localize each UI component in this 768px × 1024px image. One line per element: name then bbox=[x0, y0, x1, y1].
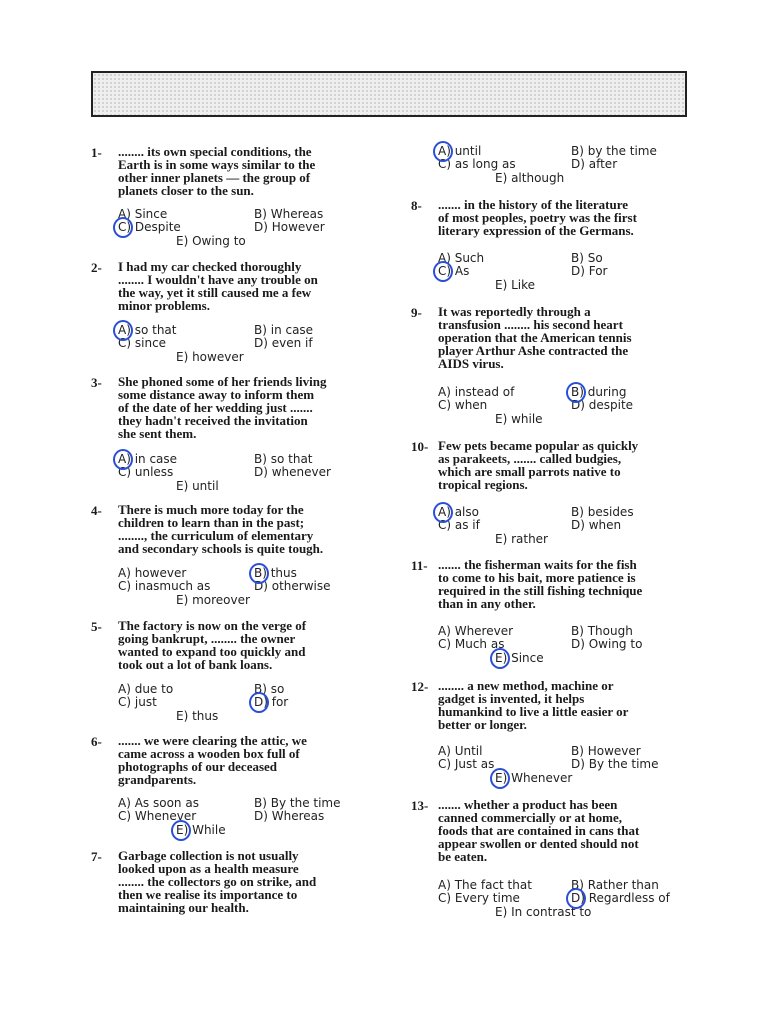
answer-mark-circle bbox=[490, 768, 510, 789]
answer-mark-circle bbox=[433, 261, 453, 282]
option-e: E) Like bbox=[495, 278, 536, 292]
question-stem: ....... the fisherman waits for the fish to come to his bait, more patience is required in the still fishing technique than in any other. bbox=[438, 557, 643, 611]
option-b: B) thus bbox=[254, 566, 297, 580]
option-e: E) In contrast to bbox=[495, 905, 592, 919]
title-box bbox=[91, 71, 687, 117]
option-e: E) until bbox=[176, 479, 219, 493]
option-a: A) Until bbox=[438, 744, 483, 758]
option-a: A) Since bbox=[118, 207, 168, 221]
option-b: B) so bbox=[254, 682, 285, 696]
option-c: C) inasmuch as bbox=[118, 579, 211, 593]
answer-mark-circle bbox=[249, 692, 269, 713]
question-number: 13- bbox=[411, 798, 429, 813]
question-number: 4- bbox=[91, 503, 102, 518]
question-number: 11- bbox=[411, 558, 428, 573]
option-e: E) rather bbox=[495, 532, 548, 546]
option-c: C) as long as bbox=[438, 157, 516, 171]
question-number: 7- bbox=[91, 849, 102, 864]
option-e: E) while bbox=[495, 412, 543, 426]
question-stem: I had my car checked thoroughly ........ I wouldn't have any trouble on the way, yet it still caused me a few minor problems. bbox=[118, 259, 318, 313]
option-c: C) As bbox=[438, 264, 470, 278]
question-stem: ....... we were clearing the attic, we came across a wooden box full of photographs of our deceased grandparents. bbox=[118, 733, 307, 787]
option-a: A) As soon as bbox=[118, 796, 199, 810]
option-b: B) So bbox=[571, 251, 603, 265]
option-d: D) Whereas bbox=[254, 809, 325, 823]
option-b: B) during bbox=[571, 385, 627, 399]
question-number: 9- bbox=[411, 305, 422, 320]
option-d: D) However bbox=[254, 220, 325, 234]
question-number: 8- bbox=[411, 198, 422, 213]
option-d: D) whenever bbox=[254, 465, 331, 479]
answer-mark-circle bbox=[113, 449, 133, 470]
option-a: A) due to bbox=[118, 682, 174, 696]
answer-mark-circle bbox=[113, 217, 133, 238]
option-a: A) Such bbox=[438, 251, 485, 265]
option-c: C) Whenever bbox=[118, 809, 197, 823]
option-b: B) Whereas bbox=[254, 207, 324, 221]
option-b: B) By the time bbox=[254, 796, 341, 810]
option-d: D) By the time bbox=[571, 757, 659, 771]
question-number: 2- bbox=[91, 260, 102, 275]
answer-mark-circle bbox=[249, 563, 269, 584]
question-stem: It was reportedly through a transfusion ........ his second heart operation that the American tennis player Arthur Ashe contracted the AIDS virus. bbox=[438, 304, 632, 371]
option-b: B) by the time bbox=[571, 144, 657, 158]
option-e: E) Whenever bbox=[495, 771, 573, 785]
question-number: 10- bbox=[411, 439, 429, 454]
option-d: D) despite bbox=[571, 398, 634, 412]
option-e: E) Owing to bbox=[176, 234, 246, 248]
option-a: A) Wherever bbox=[438, 624, 514, 638]
option-b: B) in case bbox=[254, 323, 314, 337]
option-e: E) thus bbox=[176, 709, 219, 723]
question-stem: She phoned some of her friends living some distance away to inform them of the date of her wedding just ....... they hadn't received the invitation she sent them. bbox=[118, 374, 327, 441]
answer-mark-circle bbox=[433, 141, 453, 162]
option-d: D) for bbox=[254, 695, 289, 709]
question-stem: The factory is now on the verge of going bankrupt, ........ the owner wanted to expand too quickly and took out a lot of bank loans. bbox=[118, 618, 307, 672]
answer-mark-circle bbox=[171, 820, 191, 841]
question-number: 6- bbox=[91, 734, 102, 749]
question-number: 1- bbox=[91, 145, 102, 160]
option-d: D) Owing to bbox=[571, 637, 643, 651]
option-c: C) Just as bbox=[438, 757, 495, 771]
option-c: C) just bbox=[118, 695, 157, 709]
option-d: D) otherwise bbox=[254, 579, 331, 593]
option-a: A) however bbox=[118, 566, 187, 580]
option-a: A) instead of bbox=[438, 385, 515, 399]
question-number: 3- bbox=[91, 375, 102, 390]
question-stem: Garbage collection is not usually looked upon as a health measure ........ the collectors go on strike, and then we realise its importance to maintaining our health. bbox=[118, 848, 317, 915]
option-e: E) however bbox=[176, 350, 244, 364]
question-stem: ....... in the history of the literature of most peoples, poetry was the first literary expression of the Germans. bbox=[438, 197, 637, 238]
option-d: D) For bbox=[571, 264, 608, 278]
answer-mark-circle bbox=[433, 502, 453, 523]
option-b: B) besides bbox=[571, 505, 634, 519]
question-stem: Few pets became popular as quickly as parakeets, ....... called budgies, which are small parrots native to tropical regions. bbox=[438, 438, 639, 492]
option-a: A) The fact that bbox=[438, 878, 532, 892]
option-a: A) in case bbox=[118, 452, 178, 466]
option-d: D) after bbox=[571, 157, 618, 171]
option-c: C) Much as bbox=[438, 637, 505, 651]
option-b: B) Though bbox=[571, 624, 633, 638]
answer-mark-circle bbox=[566, 382, 586, 403]
option-c: C) Every time bbox=[438, 891, 520, 905]
option-d: D) when bbox=[571, 518, 622, 532]
option-e: E) Since bbox=[495, 651, 544, 665]
answer-mark-circle bbox=[113, 320, 133, 341]
answer-mark-circle bbox=[490, 648, 510, 669]
option-e: E) While bbox=[176, 823, 226, 837]
answer-mark-circle bbox=[566, 888, 586, 909]
option-c: C) since bbox=[118, 336, 167, 350]
option-c: C) as if bbox=[438, 518, 480, 532]
option-b: B) Rather than bbox=[571, 878, 659, 892]
option-d: D) Regardless of bbox=[571, 891, 670, 905]
option-a: A) also bbox=[438, 505, 479, 519]
question-number: 5- bbox=[91, 619, 102, 634]
question-stem: ........ a new method, machine or gadget is invented, it helps humankind to live a little easier or better or longer. bbox=[438, 678, 629, 732]
option-e: E) moreover bbox=[176, 593, 250, 607]
question-stem: ........ its own special conditions, the Earth is in some ways similar to the other inner planets — the group of planets closer to the sun. bbox=[118, 144, 316, 198]
option-c: C) Despite bbox=[118, 220, 181, 234]
option-a: A) so that bbox=[118, 323, 177, 337]
option-c: C) unless bbox=[118, 465, 174, 479]
question-stem: ....... whether a product has been canned commercially or at home, foods that are contained in cans that appear swollen or dented should not be eaten. bbox=[438, 797, 640, 864]
option-e: E) although bbox=[495, 171, 565, 185]
option-c: C) when bbox=[438, 398, 488, 412]
question-number: 12- bbox=[411, 679, 429, 694]
option-b: B) so that bbox=[254, 452, 313, 466]
option-b: B) However bbox=[571, 744, 641, 758]
option-d: D) even if bbox=[254, 336, 313, 350]
option-a: A) until bbox=[438, 144, 482, 158]
question-stem: There is much more today for the children to learn than in the past; ........, the curriculum of elementary and secondary schools is quite tough. bbox=[118, 502, 324, 556]
